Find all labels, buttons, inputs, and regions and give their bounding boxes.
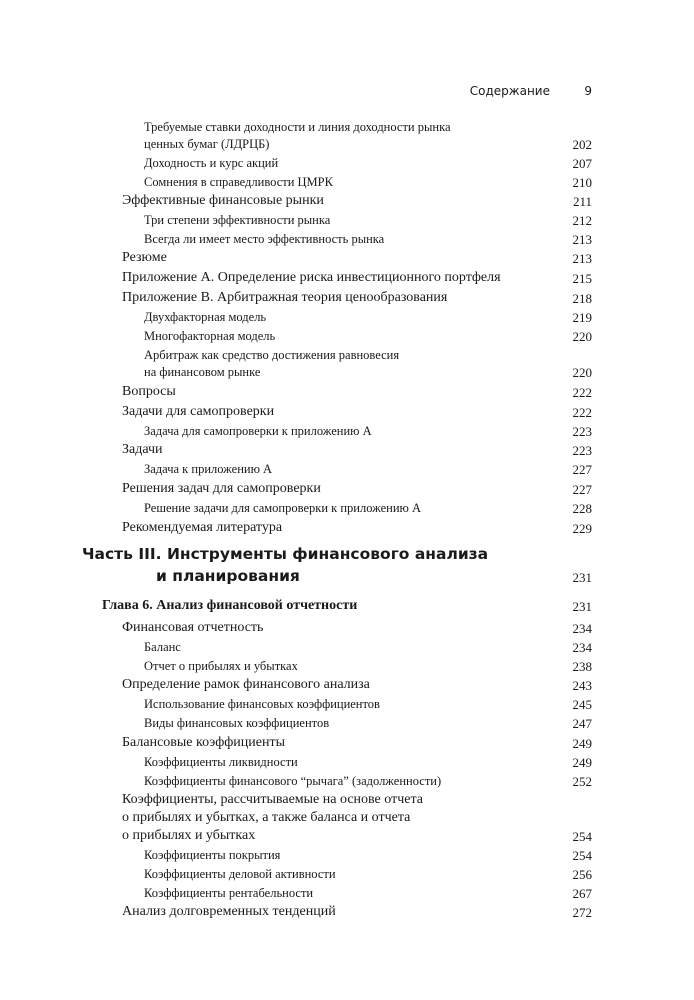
toc-entry-page: 249 [572, 755, 592, 770]
toc-entry-page: 210 [572, 175, 592, 190]
toc-entry-title: Всегда ли имеет место эффективность рынка [144, 232, 385, 246]
toc-entry-title: о прибылях и убытках, а также баланса и отчета [122, 810, 411, 825]
toc-entry-page: 220 [572, 329, 592, 344]
running-header-section: Содержание [469, 84, 550, 98]
toc-entry-title: Определение рамок финансового анализа [122, 677, 370, 692]
toc-part-page: 231 [572, 570, 592, 585]
toc-entry-page: 215 [572, 271, 592, 286]
toc-entry-title: Балансовые коэффициенты [122, 735, 285, 750]
toc-entry-page: 234 [572, 621, 592, 636]
toc-entry-page: 247 [572, 716, 592, 731]
toc-entry-page: 249 [572, 736, 592, 751]
toc-entry-title: Приложение В. Арбитражная теория ценообразования [122, 290, 448, 305]
toc-entry-title: Доходность и курс акций [144, 156, 279, 170]
toc-entry-title: Задачи для самопроверки [122, 404, 275, 419]
toc-entry-page: 227 [572, 462, 592, 477]
toc-entry-page: 252 [572, 774, 592, 789]
toc-entry-title: Три степени эффективности рынка [144, 213, 331, 227]
toc-entry-page: 243 [572, 678, 592, 693]
toc-entry-title: Коэффициенты покрытия [144, 848, 281, 862]
toc-entry-title: на финансовом рынке [144, 365, 261, 379]
toc-entry-page: 254 [572, 829, 592, 844]
toc-entry-title: Требуемые ставки доходности и линия доходности рынка [144, 120, 451, 134]
toc-entry-page: 223 [572, 443, 592, 458]
toc-entry-page: 254 [572, 848, 592, 863]
toc-entry-title: Отчет о прибылях и убытках [144, 659, 298, 673]
toc-entry-title: Финансовая отчетность [122, 620, 264, 635]
toc-entry-page: 207 [572, 156, 592, 171]
running-header-page-number: 9 [584, 84, 592, 98]
toc-entry-page: 272 [572, 905, 592, 920]
toc-entry-title: Вопросы [122, 384, 176, 399]
toc-entry-page: 223 [572, 424, 592, 439]
toc-entry-title: Сомнения в справедливости ЦМРК [144, 175, 333, 189]
running-header [0, 84, 694, 102]
toc-entry-title: Коэффициенты ликвидности [144, 755, 298, 769]
toc-entry-title: Двухфакторная модель [144, 310, 267, 324]
toc-entry-title: Резюме [122, 250, 167, 265]
toc-entry-title: Рекомендуемая литература [122, 520, 283, 535]
toc-entry-title: Анализ долговременных тенденций [122, 904, 336, 919]
toc-entry-title: Баланс [144, 640, 181, 654]
toc-entry-page: 228 [572, 501, 592, 516]
toc-entry-title: Использование финансовых коэффициентов [144, 697, 380, 711]
toc-entry-page: 219 [572, 310, 592, 325]
toc-entry-page: 211 [572, 194, 592, 209]
toc-entry-page: 220 [572, 365, 592, 380]
toc-chapter-page: 231 [572, 599, 592, 614]
toc-entry-title: Решение задачи для самопроверки к приложению А [144, 501, 422, 515]
toc-entry-page: 229 [572, 521, 592, 536]
toc-entry-page: 267 [572, 886, 592, 901]
toc-entry-title: Задачи [122, 442, 163, 457]
toc-entry-page: 256 [572, 867, 592, 882]
toc-entry-title: Коэффициенты, рассчитываемые на основе отчета [122, 792, 423, 807]
toc-entry-title: Задача для самопроверки к приложению А [144, 424, 372, 438]
toc-entry-page: 238 [572, 659, 592, 674]
toc-entry-page: 213 [572, 251, 592, 266]
toc-entry-title: Эффективные финансовые рынки [122, 193, 324, 208]
toc-entry-title: Приложение А. Определение риска инвестиционного портфеля [122, 270, 501, 285]
toc-entry-page: 213 [572, 232, 592, 247]
toc-part-title: и планирования [156, 567, 300, 585]
toc-entry-page: 218 [572, 291, 592, 306]
toc-entry-page: 234 [572, 640, 592, 655]
toc-entry-title: Коэффициенты финансового “рычага” (задолженности) [144, 774, 442, 788]
toc-entry-title: Виды финансовых коэффициентов [144, 716, 330, 730]
toc-entry-page: 212 [572, 213, 592, 228]
toc-entry-page: 227 [572, 482, 592, 497]
toc-entry-page: 222 [572, 385, 592, 400]
toc-entry-title: о прибылях и убытках [122, 828, 256, 843]
toc-chapter-title: Глава 6. Анализ финансовой отчетности [102, 598, 358, 613]
toc-entry-page: 222 [572, 405, 592, 420]
toc-entry-title: Решения задач для самопроверки [122, 481, 321, 496]
toc-entry-title: Арбитраж как средство достижения равновесия [144, 348, 400, 362]
toc-entry-title: ценных бумаг (ЛДРЦБ) [144, 137, 270, 151]
toc-entry-title: Многофакторная модель [144, 329, 276, 343]
toc-entry-page: 202 [572, 137, 592, 152]
toc-entry-title: Задача к приложению А [144, 462, 273, 476]
toc-part-title: Часть III. Инструменты финансового анализа [82, 545, 489, 563]
toc-entry-page: 245 [572, 697, 592, 712]
toc-entry-title: Коэффициенты рентабельности [144, 886, 314, 900]
toc-entry-title: Коэффициенты деловой активности [144, 867, 336, 881]
